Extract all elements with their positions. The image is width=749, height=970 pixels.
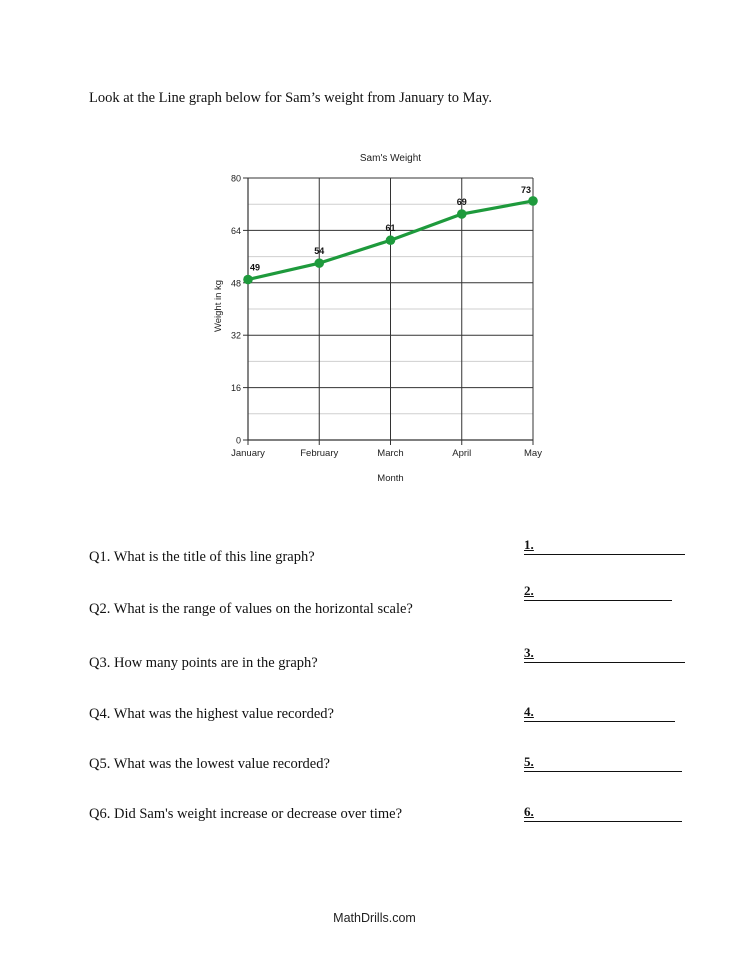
data-point: [386, 235, 396, 245]
answer-line-2[interactable]: [524, 584, 672, 601]
data-label: 69: [456, 197, 467, 208]
data-point: [314, 258, 324, 268]
answer-line-6[interactable]: [524, 805, 682, 822]
chart-gridlines: [248, 178, 533, 440]
data-label: 73: [520, 184, 531, 195]
chart-axes: [243, 178, 533, 445]
y-tick-label: 64: [230, 225, 241, 236]
data-label: 61: [385, 223, 396, 234]
answer-line-3[interactable]: [524, 646, 685, 663]
x-tick-label: May: [524, 448, 542, 459]
data-point: [528, 196, 538, 206]
instructions-text: Look at the Line graph below for Sam’s weight from January to May.: [89, 90, 492, 106]
x-tick-label: April: [452, 448, 472, 459]
chart-text: [213, 153, 542, 484]
y-tick-label: 32: [230, 330, 241, 341]
answer-label-1: 1.: [524, 537, 534, 552]
y-tick-label: 80: [230, 173, 241, 184]
answer-label-6: 6.: [524, 804, 534, 819]
answer-line-4[interactable]: [524, 705, 675, 722]
data-label: 54: [314, 246, 325, 257]
chart-title: Sam's Weight: [359, 153, 422, 164]
footer-credit: MathDrills.com: [333, 911, 416, 925]
data-point: [457, 209, 467, 219]
y-tick-label: 48: [230, 278, 241, 289]
answer-label-5: 5.: [524, 754, 534, 769]
y-tick-label: 0: [235, 435, 241, 446]
x-tick-label: January: [231, 448, 265, 459]
question-1: Q1. What is the title of this line graph?: [89, 549, 315, 565]
data-label: 49: [250, 262, 261, 273]
answer-line-5[interactable]: [524, 755, 682, 772]
question-6: Q6. Did Sam's weight increase or decrease over time?: [89, 806, 403, 822]
answer-label-4: 4.: [524, 704, 534, 719]
question-5: Q5. What was the lowest value recorded?: [89, 756, 330, 772]
question-2: Q2. What is the range of values on the horizontal scale?: [89, 601, 413, 617]
answer-label-2: 2.: [524, 583, 534, 598]
question-4: Q4. What was the highest value recorded?: [89, 706, 334, 722]
data-point: [243, 275, 253, 285]
y-axis-title: Weight in kg: [213, 279, 224, 333]
x-axis-title: Month: [377, 473, 404, 484]
y-tick-label: 16: [230, 383, 241, 394]
x-tick-label: March: [377, 448, 404, 459]
question-3: Q3. How many points are in the graph?: [89, 655, 318, 671]
x-tick-label: February: [300, 448, 339, 459]
answer-line-1[interactable]: [524, 538, 685, 555]
answer-label-3: 3.: [524, 645, 534, 660]
